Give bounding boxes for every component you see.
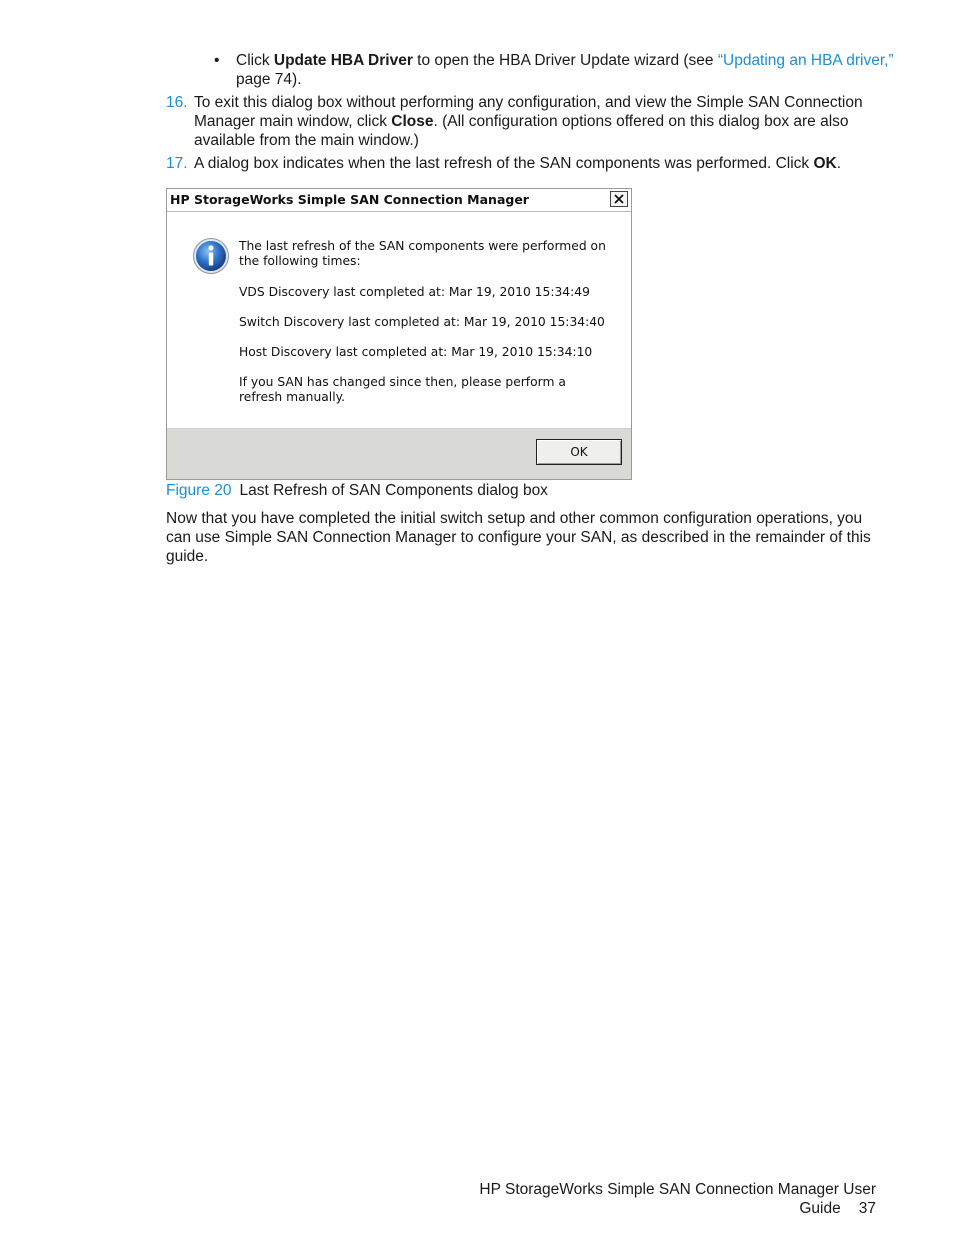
bullet-text [236, 51, 896, 89]
bullet-text-start: Click [236, 52, 274, 69]
figure-caption [166, 481, 866, 500]
close-button[interactable] [610, 191, 628, 207]
bullet-bold: Update HBA Driver [273, 52, 413, 69]
dialog-title: HP StorageWorks Simple SAN Connection Manager [170, 192, 529, 207]
bullet-dot: • [214, 52, 220, 69]
bullet-text-end: page 74). [236, 71, 302, 88]
last-refresh-dialog [166, 188, 632, 480]
switch-discovery-text: Switch Discovery last completed at: Mar 19, 2010 15:34:40 [239, 315, 605, 329]
vds-discovery-text: VDS Discovery last completed at: Mar 19, 2010 15:34:49 [239, 285, 590, 299]
step-17-number: 17. [166, 155, 188, 172]
close-icon [614, 194, 624, 204]
step-17-text [194, 154, 866, 173]
step-16-bold: Close [391, 113, 434, 130]
dialog-button-bar [167, 428, 631, 479]
updating-hba-driver-link[interactable]: “Updating an HBA driver,” [717, 52, 894, 69]
body-paragraph: Now that you have completed the initial switch setup and other common configuration operations, you can use Simple SAN Connection Manager to configure your SAN, as described in the remainder of this guide. [166, 510, 871, 565]
footer-title: HP StorageWorks Simple SAN Connection Manager User Guide [479, 1181, 876, 1217]
figure-caption-text: Last Refresh of SAN Components dialog box [239, 482, 548, 499]
step-16-text-start: To exit this dialog box without performing any configuration, and view the Simple SAN Connection Manager main window, click [194, 94, 863, 130]
step-16-text [194, 93, 866, 150]
figure-label: Figure 20 [166, 482, 232, 499]
dialog-titlebar[interactable] [167, 189, 631, 212]
dialog-intro-text: The last refresh of the SAN components were performed on the following times: [239, 239, 606, 268]
step-16-text-end: . (All configuration options offered on this dialog box are also available from the main window.) [194, 113, 849, 149]
step-16-number: 16. [166, 94, 188, 111]
step-17-text-start: A dialog box indicates when the last refresh of the SAN components was performed. Click [194, 155, 814, 172]
ok-button[interactable]: OK [536, 439, 622, 465]
info-icon [192, 237, 230, 275]
bullet-text-mid: to open the HBA Driver Update wizard (see [412, 52, 718, 69]
page-number: 37 [858, 1200, 876, 1217]
dialog-note-text: If you SAN has changed since then, please perform a refresh manually. [239, 375, 566, 404]
step-17-text-end: . [836, 155, 842, 172]
host-discovery-text: Host Discovery last completed at: Mar 19, 2010 15:34:10 [239, 345, 593, 359]
page-footer [400, 1180, 876, 1218]
step-17-bold: OK [813, 155, 837, 172]
